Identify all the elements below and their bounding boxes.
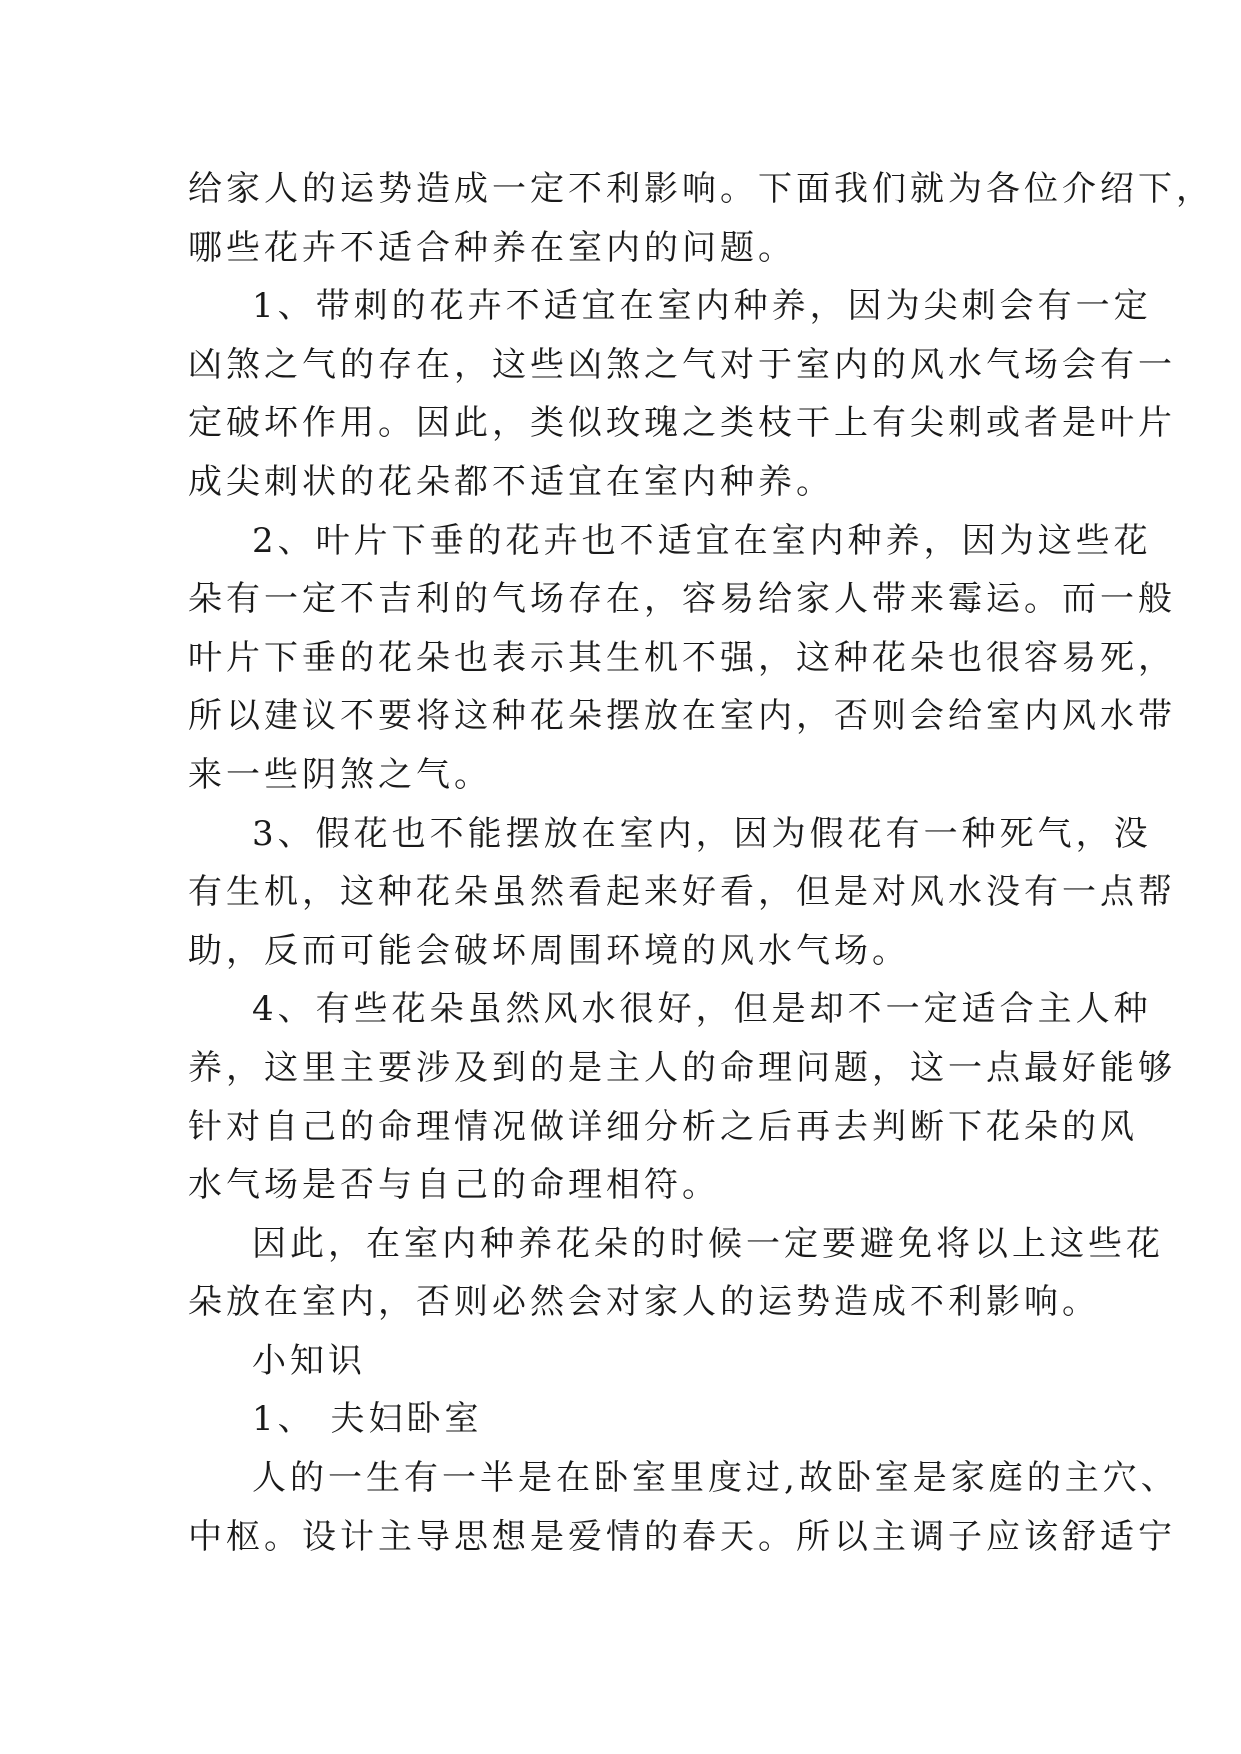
- text-line: 养，这里主要涉及到的是主人的命理问题，这一点最好能够: [188, 1047, 1176, 1088]
- paragraph-start-line: 3、假花也不能摆放在室内，因为假花有一种死气，没: [252, 813, 1152, 854]
- text-line: 所以建议不要将这种花朵摆放在室内，否则会给室内风水带: [188, 696, 1176, 737]
- text-line: 助，反而可能会破坏周围环境的风水气场。: [188, 930, 910, 971]
- paragraph-start-line: 人的一生有一半是在卧室里度过,故卧室是家庭的主穴、: [252, 1458, 1179, 1499]
- text-line: 来一些阴煞之气。: [188, 754, 492, 795]
- text-line: 叶片下垂的花朵也表示其生机不强，这种花朵也很容易死，: [188, 637, 1176, 678]
- paragraph-start-line: 1、带刺的花卉不适宜在室内种养，因为尖刺会有一定: [252, 286, 1152, 327]
- paragraph-start-line: 2、叶片下垂的花卉也不适宜在室内种养，因为这些花: [252, 520, 1152, 561]
- section-heading: 小知识: [252, 1340, 366, 1381]
- text-line: 针对自己的命理情况做详细分析之后再去判断下花朵的风: [188, 1106, 1138, 1147]
- paragraph-start-line: 4、有些花朵虽然风水很好，但是却不一定适合主人种: [252, 989, 1152, 1030]
- text-line: 有生机，这种花朵虽然看起来好看，但是对风水没有一点帮: [188, 872, 1176, 913]
- text-line: 给家人的运势造成一定不利影响。下面我们就为各位介绍下，: [188, 169, 1214, 209]
- paragraph-start-line: 因此，在室内种养花朵的时候一定要避免将以上这些花: [252, 1223, 1164, 1264]
- text-line: 水气场是否与自己的命理相符。: [188, 1165, 720, 1206]
- text-line: 成尖刺状的花朵都不适宜在室内种养。: [188, 461, 834, 502]
- text-line: 朵有一定不吉利的气场存在，容易给家人带来霉运。而一般: [188, 579, 1176, 620]
- text-line: 朵放在室内，否则必然会对家人的运势造成不利影响。: [188, 1282, 1100, 1323]
- body-text: [188, 160, 1214, 1566]
- subsection-heading: 1、 夫妇卧室: [252, 1399, 483, 1440]
- text-line: 定破坏作用。因此，类似玫瑰之类枝干上有尖刺或者是叶片: [188, 403, 1176, 444]
- text-line: 中枢。设计主导思想是爱情的春天。所以主调子应该舒适宁: [188, 1516, 1176, 1557]
- text-line: 凶煞之气的存在，这些凶煞之气对于室内的风水气场会有一: [188, 344, 1176, 385]
- text-line: 哪些花卉不适合种养在室内的问题。: [188, 227, 796, 268]
